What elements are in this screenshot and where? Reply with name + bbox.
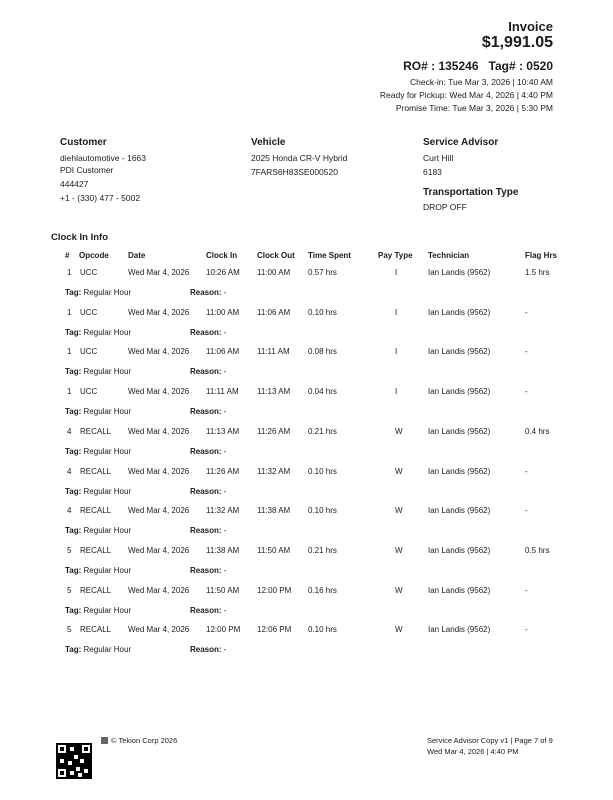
col-date: Date xyxy=(128,251,146,260)
table-row xyxy=(0,506,613,540)
vehicle-model: 2025 Honda CR-V Hybrid xyxy=(251,153,348,163)
row-pay-type: I xyxy=(395,308,398,317)
row-tag xyxy=(65,487,131,496)
row-date: Wed Mar 4, 2026 xyxy=(128,347,190,356)
row-technician: Ian Landis (9562) xyxy=(428,467,491,476)
row-reason xyxy=(190,526,226,535)
row-flag-hrs: - xyxy=(525,467,528,476)
transport-title: Transportation Type xyxy=(423,187,519,198)
row-reason xyxy=(190,645,226,654)
row-pay-type: I xyxy=(395,387,398,396)
row-flag-hrs: - xyxy=(525,586,528,595)
tekion-logo-icon xyxy=(101,737,108,744)
reason-value: - xyxy=(223,288,227,297)
row-technician: Ian Landis (9562) xyxy=(428,347,491,356)
qr-code-icon xyxy=(56,743,92,779)
reason-label: Reason: xyxy=(190,566,222,575)
row-technician: Ian Landis (9562) xyxy=(428,546,491,555)
tag-label: Tag: xyxy=(65,566,82,575)
row-time-spent: 0.08 hrs xyxy=(308,347,337,356)
row-clock-in: 11:50 AM xyxy=(206,586,240,595)
tag-value: Regular Hour xyxy=(83,487,132,496)
row-time-spent: 0.21 hrs xyxy=(308,546,337,555)
row-time-spent: 0.10 hrs xyxy=(308,625,337,634)
reason-value: - xyxy=(223,606,227,615)
row-tag xyxy=(65,526,131,535)
row-technician: Ian Landis (9562) xyxy=(428,427,491,436)
vehicle-vin: 7FARS6H83SE000520 xyxy=(251,167,338,177)
row-tag xyxy=(65,288,131,297)
tag-label: Tag: xyxy=(65,288,82,297)
row-tag xyxy=(65,367,131,376)
row-opcode: RECALL xyxy=(80,506,112,515)
tag-label: Tag: xyxy=(65,367,82,376)
row-num: 5 xyxy=(67,625,72,634)
row-technician: Ian Landis (9562) xyxy=(428,625,491,634)
row-time-spent: 0.10 hrs xyxy=(308,506,337,515)
row-flag-hrs: 0.5 hrs xyxy=(525,546,550,555)
ro-number: RO# : 135246 xyxy=(403,59,479,73)
tag-label: Tag: xyxy=(65,487,82,496)
row-num: 4 xyxy=(67,506,72,515)
row-reason xyxy=(190,566,226,575)
reason-value: - xyxy=(223,367,227,376)
customer-title: Customer xyxy=(60,137,107,148)
customer-section xyxy=(60,137,146,204)
row-clock-out: 12:00 PM xyxy=(257,586,292,595)
row-clock-out: 11:11 AM xyxy=(257,347,290,356)
row-clock-out: 11:06 AM xyxy=(257,308,291,317)
row-clock-in: 11:11 AM xyxy=(206,387,239,396)
row-tag xyxy=(65,566,131,575)
row-flag-hrs: - xyxy=(525,387,528,396)
row-date: Wed Mar 4, 2026 xyxy=(128,506,190,515)
col-clock-in: Clock In xyxy=(206,251,238,260)
row-pay-type: W xyxy=(395,467,403,476)
reason-label: Reason: xyxy=(190,645,222,654)
reason-label: Reason: xyxy=(190,606,222,615)
row-clock-in: 11:26 AM xyxy=(206,467,240,476)
tag-value: Regular Hour xyxy=(83,407,132,416)
row-tag xyxy=(65,606,131,615)
row-clock-out: 11:50 AM xyxy=(257,546,291,555)
row-tag xyxy=(65,407,131,416)
row-date: Wed Mar 4, 2026 xyxy=(128,268,190,277)
col-time-spent: Time Spent xyxy=(308,251,351,260)
row-pay-type: W xyxy=(395,506,403,515)
table-row xyxy=(0,625,613,659)
reason-label: Reason: xyxy=(190,328,222,337)
copy-page-info: Service Advisor Copy v1 | Page 7 of 9 xyxy=(427,736,553,745)
row-flag-hrs: - xyxy=(525,506,528,515)
row-opcode: UCC xyxy=(80,268,98,277)
row-date: Wed Mar 4, 2026 xyxy=(128,625,190,634)
tag-label: Tag: xyxy=(65,526,82,535)
reason-label: Reason: xyxy=(190,447,222,456)
reason-label: Reason: xyxy=(190,487,222,496)
row-pay-type: W xyxy=(395,546,403,555)
row-clock-out: 11:32 AM xyxy=(257,467,291,476)
table-row xyxy=(0,308,613,342)
row-reason xyxy=(190,447,226,456)
ro-tag-line xyxy=(403,59,553,73)
row-clock-in: 11:00 AM xyxy=(206,308,240,317)
printed-time: Wed Mar 4, 2026 | 4:40 PM xyxy=(427,747,519,756)
tag-value: Regular Hour xyxy=(83,447,132,456)
table-row xyxy=(0,387,613,421)
footer-brand xyxy=(101,735,177,746)
table-row xyxy=(0,347,613,381)
row-num: 5 xyxy=(67,546,72,555)
row-clock-out: 12:06 PM xyxy=(257,625,292,634)
reason-value: - xyxy=(223,487,227,496)
row-num: 4 xyxy=(67,467,72,476)
row-technician: Ian Landis (9562) xyxy=(428,586,491,595)
tag-value: Regular Hour xyxy=(83,367,132,376)
row-tag xyxy=(65,645,131,654)
row-opcode: RECALL xyxy=(80,625,112,634)
row-clock-out: 11:00 AM xyxy=(257,268,291,277)
row-clock-in: 10:26 AM xyxy=(206,268,240,277)
col-clock-out: Clock Out xyxy=(257,251,295,260)
table-row xyxy=(0,467,613,501)
transport-type: DROP OFF xyxy=(423,202,467,212)
promise-time: Promise Time: Tue Mar 3, 2026 | 5:30 PM xyxy=(395,103,553,113)
invoice-amount: $1,991.05 xyxy=(481,34,553,51)
row-num: 5 xyxy=(67,586,72,595)
tag-number: Tag# : 0520 xyxy=(488,59,553,73)
row-pay-type: I xyxy=(395,347,398,356)
row-date: Wed Mar 4, 2026 xyxy=(128,467,190,476)
row-flag-hrs: - xyxy=(525,308,528,317)
table-row xyxy=(0,268,613,302)
row-num: 1 xyxy=(67,308,72,317)
row-clock-in: 12:00 PM xyxy=(206,625,241,634)
customer-name: diehlautomotive - 1663 xyxy=(60,153,147,163)
ready-time: Ready for Pickup: Wed Mar 4, 2026 | 4:40 PM xyxy=(379,90,553,100)
reason-label: Reason: xyxy=(190,367,222,376)
invoice-title: Invoice xyxy=(508,19,553,34)
tag-label: Tag: xyxy=(65,645,82,654)
vehicle-section xyxy=(251,137,347,178)
row-opcode: RECALL xyxy=(80,427,112,436)
reason-value: - xyxy=(223,566,227,575)
row-opcode: RECALL xyxy=(80,586,112,595)
row-opcode: UCC xyxy=(80,347,98,356)
row-clock-in: 11:13 AM xyxy=(206,427,240,436)
reason-value: - xyxy=(223,526,227,535)
row-time-spent: 0.10 hrs xyxy=(308,467,337,476)
customer-type: PDI Customer xyxy=(60,165,114,175)
row-num: 1 xyxy=(67,347,72,356)
vehicle-title: Vehicle xyxy=(251,137,286,148)
tag-value: Regular Hour xyxy=(83,526,132,535)
tag-label: Tag: xyxy=(65,328,82,337)
row-clock-in: 11:32 AM xyxy=(206,506,240,515)
row-reason xyxy=(190,367,226,376)
row-opcode: UCC xyxy=(80,387,98,396)
row-opcode: RECALL xyxy=(80,546,112,555)
footer-page-info xyxy=(427,735,553,757)
row-flag-hrs: - xyxy=(525,347,528,356)
col-opcode: Opcode xyxy=(79,251,109,260)
reason-label: Reason: xyxy=(190,526,222,535)
row-tag xyxy=(65,328,131,337)
row-reason xyxy=(190,328,226,337)
row-num: 1 xyxy=(67,268,72,277)
clock-in-title: Clock In Info xyxy=(51,232,108,243)
row-pay-type: W xyxy=(395,427,403,436)
checkin-time: Check-in: Tue Mar 3, 2026 | 10:40 AM xyxy=(409,77,553,87)
table-row xyxy=(0,586,613,620)
row-reason xyxy=(190,606,226,615)
row-reason xyxy=(190,288,226,297)
reason-value: - xyxy=(223,328,227,337)
col-pay-type: Pay Type xyxy=(378,251,413,260)
row-pay-type: W xyxy=(395,586,403,595)
row-date: Wed Mar 4, 2026 xyxy=(128,308,190,317)
tag-value: Regular Hour xyxy=(83,566,132,575)
row-date: Wed Mar 4, 2026 xyxy=(128,427,190,436)
row-date: Wed Mar 4, 2026 xyxy=(128,546,190,555)
table-row xyxy=(0,546,613,580)
row-num: 1 xyxy=(67,387,72,396)
row-technician: Ian Landis (9562) xyxy=(428,308,491,317)
table-row xyxy=(0,427,613,461)
row-opcode: UCC xyxy=(80,308,98,317)
advisor-section xyxy=(423,137,518,213)
row-num: 4 xyxy=(67,427,72,436)
tag-label: Tag: xyxy=(65,407,82,416)
row-tag xyxy=(65,447,131,456)
tag-label: Tag: xyxy=(65,447,82,456)
row-pay-type: W xyxy=(395,625,403,634)
col-flag-hrs: Flag Hrs xyxy=(525,251,558,260)
customer-id: 444427 xyxy=(60,179,89,189)
advisor-name: Curt Hill xyxy=(423,153,454,163)
row-clock-out: 11:38 AM xyxy=(257,506,291,515)
row-clock-out: 11:13 AM xyxy=(257,387,291,396)
row-clock-in: 11:06 AM xyxy=(206,347,240,356)
row-technician: Ian Landis (9562) xyxy=(428,506,491,515)
col-num: # xyxy=(65,251,70,260)
row-reason xyxy=(190,487,226,496)
row-time-spent: 0.16 hrs xyxy=(308,586,337,595)
reason-label: Reason: xyxy=(190,407,222,416)
row-date: Wed Mar 4, 2026 xyxy=(128,586,190,595)
row-reason xyxy=(190,407,226,416)
row-technician: Ian Landis (9562) xyxy=(428,268,491,277)
reason-value: - xyxy=(223,645,227,654)
row-time-spent: 0.04 hrs xyxy=(308,387,337,396)
row-flag-hrs: - xyxy=(525,625,528,634)
row-pay-type: I xyxy=(395,268,398,277)
tag-label: Tag: xyxy=(65,606,82,615)
row-flag-hrs: 1.5 hrs xyxy=(525,268,550,277)
col-technician: Technician xyxy=(428,251,470,260)
row-clock-in: 11:38 AM xyxy=(206,546,240,555)
reason-value: - xyxy=(223,447,227,456)
copyright-text: © Tekion Corp 2026 xyxy=(111,736,178,745)
tag-value: Regular Hour xyxy=(83,328,132,337)
advisor-id: 6183 xyxy=(423,167,442,177)
row-time-spent: 0.57 hrs xyxy=(308,268,337,277)
row-opcode: RECALL xyxy=(80,467,112,476)
row-time-spent: 0.10 hrs xyxy=(308,308,337,317)
reason-label: Reason: xyxy=(190,288,222,297)
row-clock-out: 11:26 AM xyxy=(257,427,291,436)
row-flag-hrs: 0.4 hrs xyxy=(525,427,550,436)
tag-value: Regular Hour xyxy=(83,288,132,297)
row-technician: Ian Landis (9562) xyxy=(428,387,491,396)
tag-value: Regular Hour xyxy=(83,645,132,654)
tag-value: Regular Hour xyxy=(83,606,132,615)
advisor-title: Service Advisor xyxy=(423,137,499,148)
row-time-spent: 0.21 hrs xyxy=(308,427,337,436)
row-date: Wed Mar 4, 2026 xyxy=(128,387,190,396)
customer-phone: +1 - (330) 477 - 5002 xyxy=(60,193,141,203)
clock-table-header xyxy=(0,251,613,263)
reason-value: - xyxy=(223,407,227,416)
